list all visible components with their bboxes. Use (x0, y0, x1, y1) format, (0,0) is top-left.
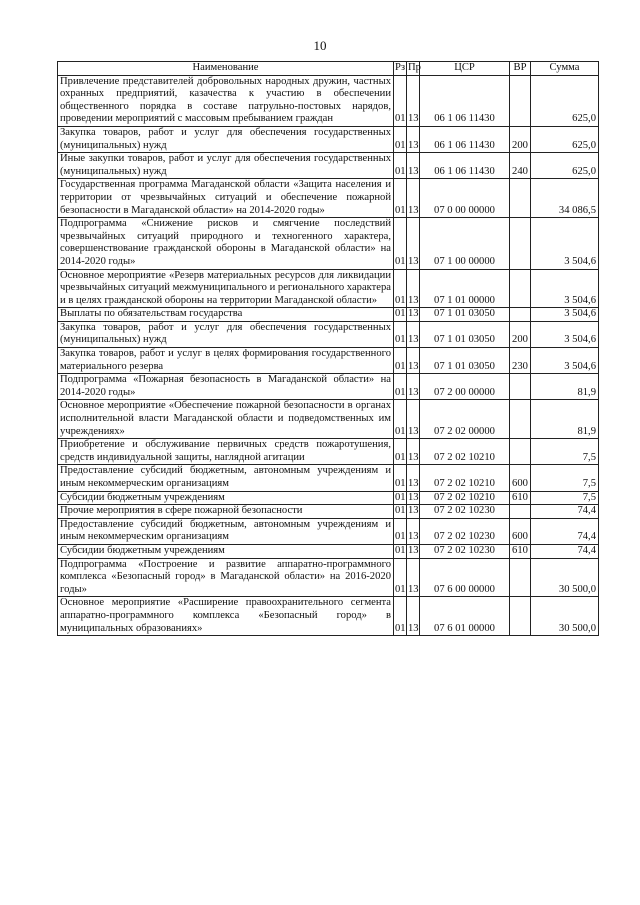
target-article-code: 07 2 00 00000 (420, 374, 510, 400)
amount: 30 500,0 (531, 597, 599, 636)
section-code: 01 (394, 518, 407, 544)
item-name: Закупка товаров, работ и услуг в целях формирования государственного материального резерва (58, 348, 394, 374)
section-code: 01 (394, 75, 407, 126)
target-article-code: 07 6 01 00000 (420, 597, 510, 636)
table-header-row (58, 62, 599, 76)
section-code: 01 (394, 218, 407, 269)
amount: 81,9 (531, 374, 599, 400)
expense-type-code (510, 269, 531, 308)
amount: 3 504,6 (531, 269, 599, 308)
table-row (58, 518, 599, 544)
header-sum: Сумма (531, 62, 599, 76)
amount: 625,0 (531, 153, 599, 179)
expense-type-code (510, 75, 531, 126)
section-code: 01 (394, 374, 407, 400)
section-code: 01 (394, 126, 407, 152)
table-row (58, 491, 599, 505)
header-rz: Рз (394, 62, 407, 76)
amount: 30 500,0 (531, 558, 599, 597)
target-article-code: 07 2 02 10210 (420, 465, 510, 491)
header-csr: ЦСР (420, 62, 510, 76)
subsection-code: 13 (407, 308, 420, 322)
expense-type-code (510, 439, 531, 465)
target-article-code: 07 2 02 10230 (420, 505, 510, 519)
table-row (58, 126, 599, 152)
table-row (58, 439, 599, 465)
table-row (58, 218, 599, 269)
subsection-code: 13 (407, 179, 420, 218)
target-article-code: 07 1 01 03050 (420, 348, 510, 374)
budget-table (57, 61, 599, 636)
expense-type-code: 200 (510, 126, 531, 152)
expense-type-code (510, 505, 531, 519)
target-article-code: 07 1 01 00000 (420, 269, 510, 308)
item-name: Подпрограмма «Построение и развитие аппаратно-программного комплекса «Безопасный город» в Магаданской области» на 2016-2020 годы» (58, 558, 394, 597)
section-code: 01 (394, 491, 407, 505)
section-code: 01 (394, 465, 407, 491)
expense-type-code: 200 (510, 321, 531, 347)
subsection-code: 13 (407, 505, 420, 519)
section-code: 01 (394, 179, 407, 218)
page-number: 10 (313, 38, 327, 53)
item-name: Основное мероприятие «Расширение правоохранительного сегмента аппаратно-программного комплекса «Безопасный город» в муниципальных образованиях» (58, 597, 394, 636)
amount: 7,5 (531, 465, 599, 491)
target-article-code: 07 0 00 00000 (420, 179, 510, 218)
section-code: 01 (394, 321, 407, 347)
target-article-code: 07 2 02 00000 (420, 400, 510, 439)
amount: 625,0 (531, 75, 599, 126)
item-name: Субсидии бюджетным учреждениям (58, 544, 394, 558)
section-code: 01 (394, 400, 407, 439)
table-row (58, 465, 599, 491)
section-code: 01 (394, 544, 407, 558)
item-name: Основное мероприятие «Резерв материальных ресурсов для ликвидации чрезвычайных ситуаций межмуниципального и регионального характера и в целях гражданской обороны на территории Магаданской области» (58, 269, 394, 308)
header-name: Наименование (58, 62, 394, 76)
subsection-code: 13 (407, 400, 420, 439)
table-row (58, 558, 599, 597)
item-name: Иные закупки товаров, работ и услуг для обеспечения государственных (муниципальных) нужд (58, 153, 394, 179)
table-row (58, 544, 599, 558)
table-row (58, 75, 599, 126)
section-code: 01 (394, 269, 407, 308)
item-name: Субсидии бюджетным учреждениям (58, 491, 394, 505)
item-name: Подпрограмма «Пожарная безопасность в Магаданской области» на 2014-2020 годы» (58, 374, 394, 400)
table-row (58, 400, 599, 439)
table-row (58, 597, 599, 636)
target-article-code: 07 6 00 00000 (420, 558, 510, 597)
table-row (58, 374, 599, 400)
item-name: Подпрограмма «Снижение рисков и смягчение последствий чрезвычайных ситуаций природного и техногенного характера, совершенствование гражданской обороны в Магаданской области» на 2014-2020 годы» (58, 218, 394, 269)
section-code: 01 (394, 597, 407, 636)
header-vr: ВР (510, 62, 531, 76)
amount: 81,9 (531, 400, 599, 439)
target-article-code: 07 2 02 10210 (420, 491, 510, 505)
target-article-code: 07 2 02 10230 (420, 518, 510, 544)
amount: 7,5 (531, 439, 599, 465)
section-code: 01 (394, 308, 407, 322)
subsection-code: 13 (407, 544, 420, 558)
item-name: Предоставление субсидий бюджетным, автономным учреждениям и иным некоммерческим организациям (58, 465, 394, 491)
expense-type-code: 600 (510, 465, 531, 491)
subsection-code: 13 (407, 218, 420, 269)
header-pr: Пр (407, 62, 420, 76)
target-article-code: 06 1 06 11430 (420, 75, 510, 126)
subsection-code: 13 (407, 518, 420, 544)
amount: 74,4 (531, 518, 599, 544)
target-article-code: 06 1 06 11430 (420, 126, 510, 152)
section-code: 01 (394, 439, 407, 465)
subsection-code: 13 (407, 491, 420, 505)
expense-type-code: 240 (510, 153, 531, 179)
subsection-code: 13 (407, 374, 420, 400)
expense-type-code (510, 308, 531, 322)
subsection-code: 13 (407, 597, 420, 636)
amount: 34 086,5 (531, 179, 599, 218)
expense-type-code (510, 374, 531, 400)
item-name: Государственная программа Магаданской области «Защита населения и территории от чрезвычайных ситуаций и обеспечение пожарной безопасности в Магаданской области» на 2014-2020 годы» (58, 179, 394, 218)
amount: 74,4 (531, 544, 599, 558)
target-article-code: 07 1 01 03050 (420, 321, 510, 347)
subsection-code: 13 (407, 348, 420, 374)
table-row (58, 269, 599, 308)
subsection-code: 13 (407, 321, 420, 347)
target-article-code: 06 1 06 11430 (420, 153, 510, 179)
expense-type-code (510, 400, 531, 439)
item-name: Основное мероприятие «Обеспечение пожарной безопасности в органах исполнительной власти Магаданской области и подведомственных им учреждениях» (58, 400, 394, 439)
item-name: Прочие мероприятия в сфере пожарной безопасности (58, 505, 394, 519)
section-code: 01 (394, 348, 407, 374)
section-code: 01 (394, 153, 407, 179)
expense-type-code: 610 (510, 491, 531, 505)
item-name: Закупка товаров, работ и услуг для обеспечения государственных (муниципальных) нужд (58, 321, 394, 347)
expense-type-code (510, 179, 531, 218)
subsection-code: 13 (407, 269, 420, 308)
subsection-code: 13 (407, 558, 420, 597)
item-name: Выплаты по обязательствам государства (58, 308, 394, 322)
expense-type-code (510, 218, 531, 269)
target-article-code: 07 2 02 10210 (420, 439, 510, 465)
amount: 3 504,6 (531, 348, 599, 374)
subsection-code: 13 (407, 465, 420, 491)
amount: 7,5 (531, 491, 599, 505)
expense-type-code (510, 597, 531, 636)
table-row (58, 179, 599, 218)
target-article-code: 07 1 01 03050 (420, 308, 510, 322)
subsection-code: 13 (407, 153, 420, 179)
item-name: Предоставление субсидий бюджетным, автономным учреждениям и иным некоммерческим организациям (58, 518, 394, 544)
section-code: 01 (394, 505, 407, 519)
expense-type-code (510, 558, 531, 597)
table-row (58, 321, 599, 347)
item-name: Закупка товаров, работ и услуг для обеспечения государственных (муниципальных) нужд (58, 126, 394, 152)
target-article-code: 07 1 00 00000 (420, 218, 510, 269)
subsection-code: 13 (407, 75, 420, 126)
table-row (58, 505, 599, 519)
table-body (58, 75, 599, 636)
expense-type-code: 600 (510, 518, 531, 544)
amount: 3 504,6 (531, 218, 599, 269)
subsection-code: 13 (407, 439, 420, 465)
expense-type-code: 230 (510, 348, 531, 374)
target-article-code: 07 2 02 10230 (420, 544, 510, 558)
table-row (58, 348, 599, 374)
item-name: Приобретение и обслуживание первичных средств пожаротушения, средств индивидуальной защиты, наглядной агитации (58, 439, 394, 465)
amount: 74,4 (531, 505, 599, 519)
table-row (58, 153, 599, 179)
amount: 3 504,6 (531, 321, 599, 347)
subsection-code: 13 (407, 126, 420, 152)
section-code: 01 (394, 558, 407, 597)
table-row (58, 308, 599, 322)
expense-type-code: 610 (510, 544, 531, 558)
item-name: Привлечение представителей добровольных народных дружин, частных охранных предприятий, казачества к участию в обеспечении общественного порядка в составе патрульно-постовых нарядов, проведении мероприятий с массовым пребыванием граждан (58, 75, 394, 126)
amount: 625,0 (531, 126, 599, 152)
amount: 3 504,6 (531, 308, 599, 322)
